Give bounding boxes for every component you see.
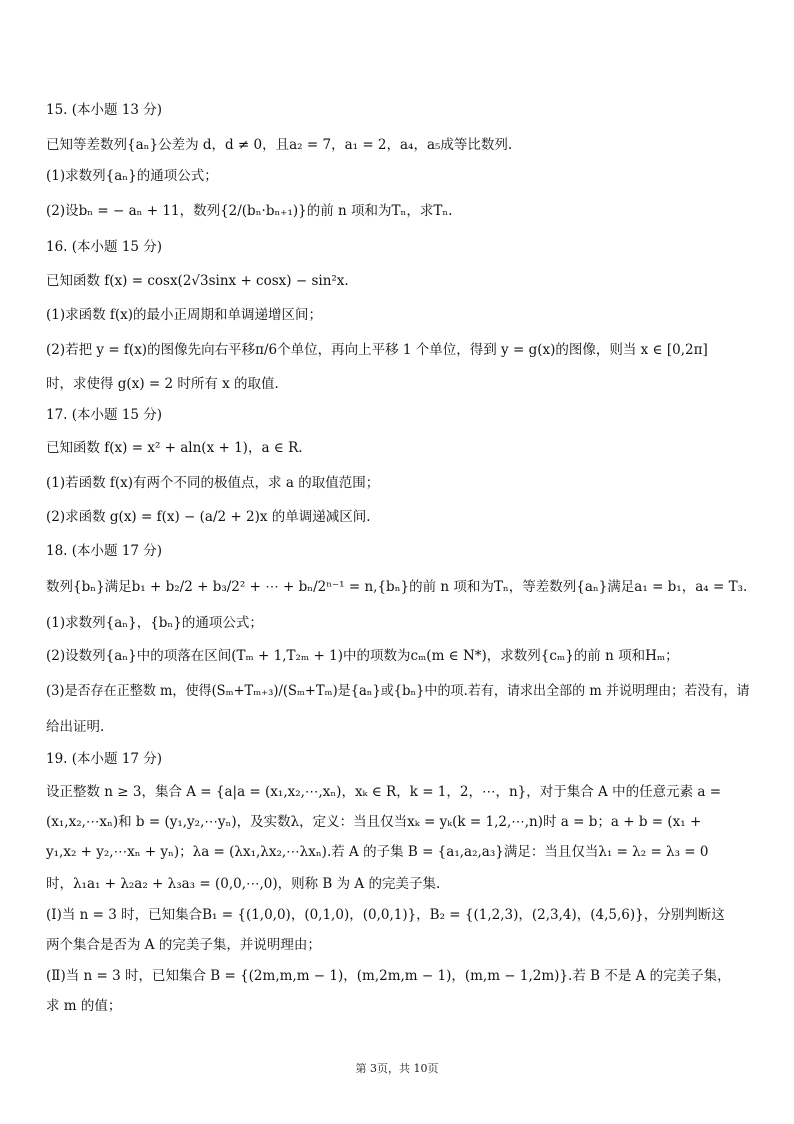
problem-18-part-3-cont: 给出证明. xyxy=(46,719,105,735)
problem-19-statement-1: 设正整数 n ≥ 3，集合 A = {a|a = (x₁,x₂,⋯,xₙ)，xₖ ∈ R，k = 1，2，⋯，n}，对于集合 A 中的任意元素 a = xyxy=(46,784,722,800)
problem-16-part-2: (2)若把 y = f(x)的图像先向右平移π/6个单位，再向上平移 1 个单位，得到 y = g(x)的图像，则当 x ∈ [0,2π] xyxy=(46,342,708,358)
problem-19-statement-2: (x₁,x₂,⋯xₙ)和 b = (y₁,y₂,⋯yₙ)，及实数λ，定义：当且仅当xₖ = yₖ(k = 1,2,⋯,n)时 a = b；a + b = (x₁ + xyxy=(46,814,702,830)
problem-19-part-2-cont: 求 m 的值； xyxy=(46,998,122,1014)
problem-17-part-1: (1)若函数 f(x)有两个不同的极值点，求 a 的取值范围； xyxy=(46,475,380,491)
problem-16-heading: 16. (本小题 15 分) xyxy=(46,239,163,255)
problem-17-heading: 17. (本小题 15 分) xyxy=(46,407,163,423)
problem-19-statement-3: y₁,x₂ + y₂,⋯xₙ + yₙ)；λa = (λx₁,λx₂,⋯λxₙ).若 A 的子集 B = {a₁,a₂,a₃}满足：当且仅当λ₁ = λ₂ = λ₃ = 0 xyxy=(46,844,709,860)
problem-19-part-2: (Ⅱ)当 n = 3 时，已知集合 B = {(2m,m,m − 1)，(m,2m,m − 1)，(m,m − 1,2m)}.若 B 不是 A 的完美子集， xyxy=(46,968,731,984)
page-footer: 第 3页，共 10页 xyxy=(355,1062,439,1075)
problem-19-statement-4: 时，λ₁a₁ + λ₂a₂ + λ₃a₃ = (0,0,⋯,0)，则称 B 为 A 的完美子集. xyxy=(46,876,441,892)
problem-16-statement: 已知函数 f(x) = cosx(2√3sinx + cosx) − sin²x. xyxy=(46,273,349,289)
problem-19-heading: 19. (本小题 17 分) xyxy=(46,751,163,767)
problem-19-part-1-cont: 两个集合是否为 A 的完美子集，并说明理由； xyxy=(46,937,321,953)
problem-18-part-1: (1)求数列{aₙ}，{bₙ}的通项公式； xyxy=(46,615,263,631)
problem-15-heading: 15. (本小题 13 分) xyxy=(46,102,163,118)
problem-17-statement: 已知函数 f(x) = x² + aln(x + 1)，a ∈ R. xyxy=(46,440,303,456)
problem-15-part-1: (1)求数列{aₙ}的通项公式； xyxy=(46,168,218,184)
problem-18-part-2: (2)设数列{aₙ}中的项落在区间(Tₘ + 1,T₂ₘ + 1)中的项数为cₘ(m ∈ N*)，求数列{cₘ}的前 n 项和Hₘ； xyxy=(46,648,679,664)
problem-18-part-3: (3)是否存在正整数 m，使得(Sₘ+Tₘ₊₃)/(Sₘ+Tₘ)是{aₙ}或{bₙ}中的项.若有，请求出全部的 m 并说明理由；若没有，请 xyxy=(46,683,750,699)
problem-18-statement: 数列{bₙ}满足b₁ + b₂/2 + b₃/2² + ⋯ + bₙ/2ⁿ⁻¹ = n,{bₙ}的前 n 项和为Tₙ，等差数列{aₙ}满足a₁ = b₁，a₄ = T₃. xyxy=(46,579,748,595)
problem-16-part-2-cont: 时，求使得 g(x) = 2 时所有 x 的取值. xyxy=(46,376,279,392)
problem-17-part-2: (2)求函数 g(x) = f(x) − (a/2 + 2)x 的单调递减区间. xyxy=(46,509,371,525)
problem-19-part-1: (Ⅰ)当 n = 3 时，已知集合B₁ = {(1,0,0)，(0,1,0)，(0,0,1)}，B₂ = {(1,2,3)，(2,3,4)，(4,5,6)}，分别判断这 xyxy=(46,907,725,923)
problem-15-part-2: (2)设bₙ = − aₙ + 11，数列{2/(bₙ·bₙ₊₁)}的前 n 项和为Tₙ，求Tₙ. xyxy=(46,203,453,219)
problem-18-heading: 18. (本小题 17 分) xyxy=(46,543,163,559)
problem-15-statement: 已知等差数列{aₙ}公差为 d，d ≠ 0，且a₂ = 7，a₁ = 2，a₄，a₅成等比数列. xyxy=(46,137,513,153)
problem-16-part-1: (1)求函数 f(x)的最小正周期和单调递增区间； xyxy=(46,307,323,323)
